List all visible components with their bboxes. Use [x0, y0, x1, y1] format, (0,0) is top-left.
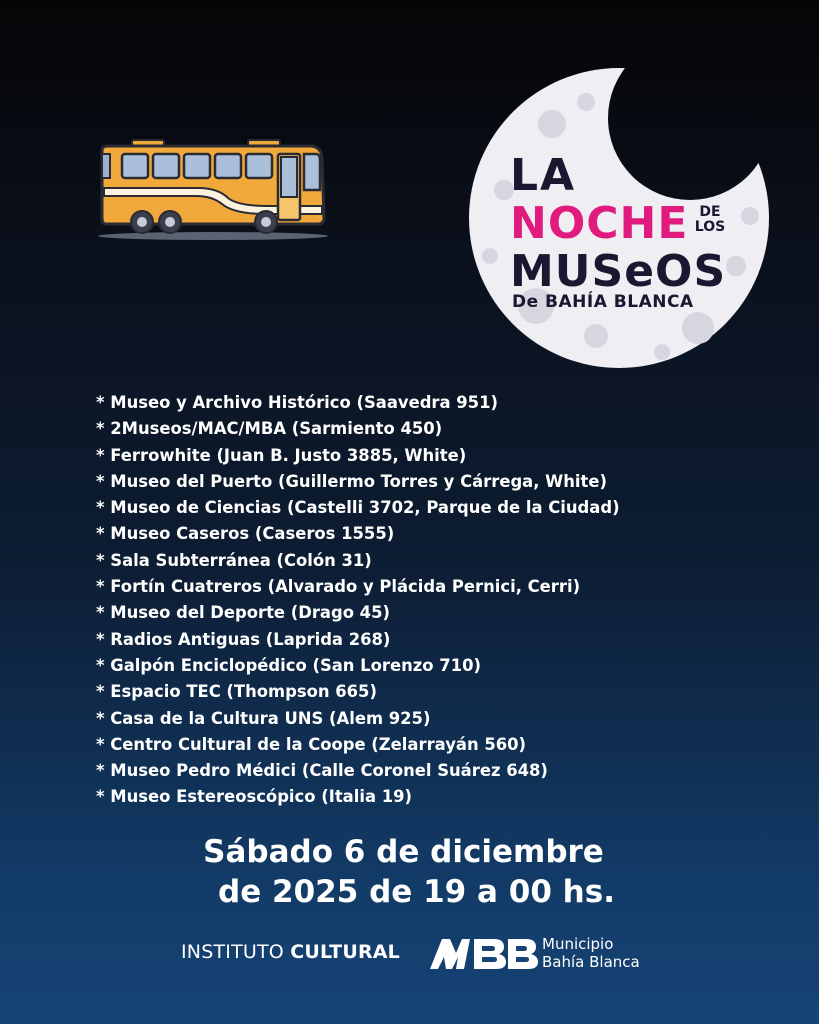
instituto-cultural-logo [181, 941, 400, 963]
logo-los: LOS [694, 218, 726, 235]
list-item: * Fortín Cuatreros (Alvarado y Plácida Pernici, Cerri) [96, 577, 581, 597]
municipio-line2: Bahía Blanca [542, 953, 640, 971]
event-logo [466, 66, 772, 370]
list-item: * 2Museos/MAC/MBA (Sarmiento 450) [96, 419, 443, 439]
list-item: * Museo y Archivo Histórico (Saavedra 951) [96, 393, 498, 412]
list-item: * Radios Antiguas (Laprida 268) [96, 629, 391, 649]
cultural-label: CULTURAL [290, 941, 400, 963]
museum-list [96, 390, 620, 811]
municipio-line1: Municipio [542, 935, 614, 953]
event-date [0, 832, 819, 912]
mbb-logo-icon [428, 935, 538, 971]
logo-de-los [690, 205, 730, 234]
list-item: * Museo Estereoscópico (Italia 19) [96, 787, 413, 807]
list-item: * Sala Subterránea (Colón 31) [96, 550, 372, 570]
list-item: * Museo Caseros (Caseros 1555) [96, 524, 395, 544]
municipio-logo-text [542, 935, 640, 971]
list-item: * Centro Cultural de la Coope (Zelarrayán 560) [96, 734, 527, 754]
list-item: * Ferrowhite (Juan B. Justo 3885, White) [96, 445, 467, 465]
logo-de: DE [699, 204, 721, 220]
bus-icon [98, 138, 330, 242]
logo-city: De BAHÍA BLANCA [512, 292, 694, 312]
instituto-label: INSTITUTO [181, 941, 284, 963]
list-item: * Espacio TEC (Thompson 665) [96, 682, 377, 702]
list-item: * Casa de la Cultura UNS (Alem 925) [96, 708, 431, 728]
event-date-line1: Sábado 6 de diciembre [203, 834, 604, 870]
list-item: * Museo de Ciencias (Castelli 3702, Parque de la Ciudad) [96, 498, 620, 518]
logo-la: LA [510, 150, 577, 201]
logo-noche: NOCHE [510, 198, 689, 249]
logo-museos: MUSeOS [510, 246, 727, 297]
list-item: * Galpón Enciclopédico (San Lorenzo 710) [96, 655, 481, 675]
list-item: * Museo Pedro Médici (Calle Coronel Suárez 648) [96, 761, 548, 781]
list-item: * Museo del Deporte (Drago 45) [96, 603, 390, 623]
event-date-line2: de 2025 de 19 a 00 hs. [218, 874, 615, 910]
list-item: * Museo del Puerto (Guillermo Torres y Cárrega, White) [96, 471, 607, 491]
